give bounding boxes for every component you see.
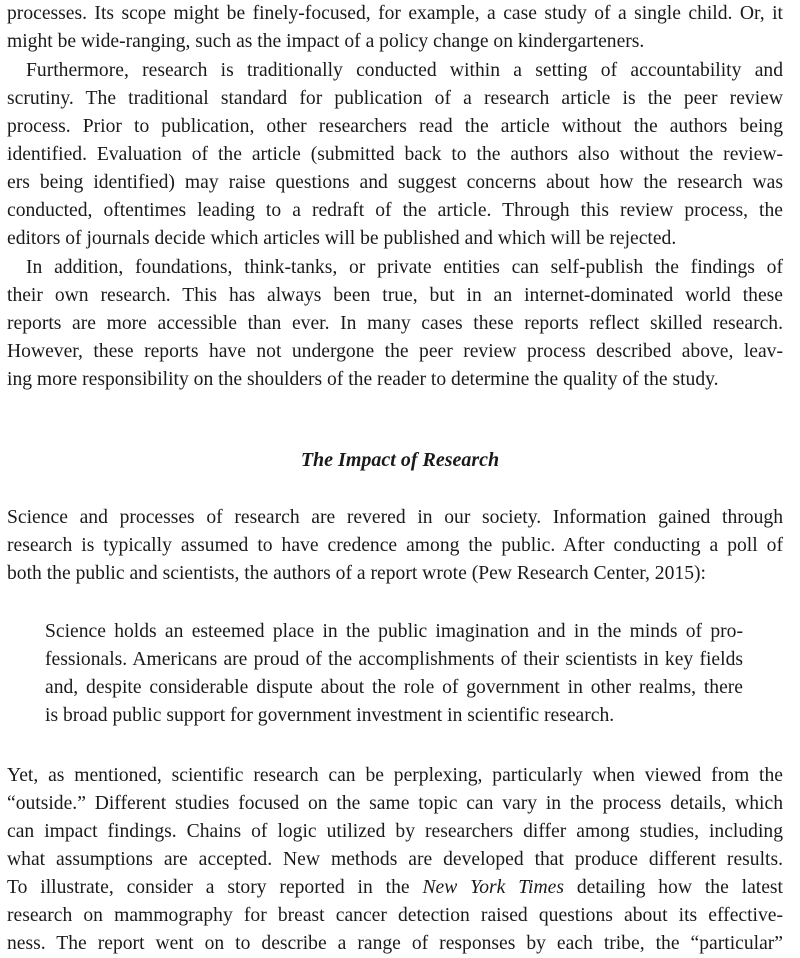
paragraph-line: research on mammography for breast cancer detection raised questions about its effective- <box>7 905 783 926</box>
paragraph-line: both the public and scientists, the authors of a report wrote (Pew Research Center, 2015): <box>7 563 706 584</box>
paragraph-line: what assumptions are accepted. New methods are developed that produce different results. <box>7 849 783 870</box>
paragraph-line: reports are more accessible than ever. In many cases these reports reflect skilled research. <box>7 313 783 334</box>
blockquote-line: Science holds an esteemed place in the public imagination and in the minds of pro- <box>45 621 743 642</box>
publication-title: New York Times <box>422 877 564 898</box>
paragraph-line: However, these reports have not undergone the peer review process described above, leav- <box>7 341 783 362</box>
paragraph-line: process. Prior to publication, other researchers read the article without the authors being <box>7 116 783 137</box>
paragraph-line: ers being identified) may raise questions and suggest concerns about how the research was <box>7 172 783 193</box>
paragraph-line: their own research. This has always been true, but in an internet-dominated world these <box>7 285 783 306</box>
section-heading: The Impact of Research <box>300 449 500 471</box>
line-text: To illustrate, consider a story reported in the <box>7 877 423 898</box>
paragraph-line: “outside.” Different studies focused on the same topic can vary in the process details, which <box>7 793 783 814</box>
paragraph-line: Furthermore, research is traditionally conducted within a setting of accountability and <box>26 60 783 81</box>
paragraph-line <box>7 874 783 902</box>
paragraph-line: Science and processes of research are revered in our society. Information gained through <box>7 507 783 528</box>
paragraph-line: ing more responsibility on the shoulders of the reader to determine the quality of the study. <box>7 369 719 390</box>
paragraph-line: conducted, oftentimes leading to a redraft of the article. Through this review process, the <box>7 200 783 221</box>
paragraph-line: might be wide-ranging, such as the impact of a policy change on kindergarteners. <box>7 31 645 52</box>
blockquote-line: is broad public support for government investment in scientific research. <box>45 705 615 726</box>
paragraph-line: processes. Its scope might be finely-focused, for example, a case study of a single child. Or, it <box>7 3 783 24</box>
blockquote-line: fessionals. Americans are proud of the accomplishments of their scientists in key fields <box>45 649 743 670</box>
blockquote-line: and, despite considerable dispute about the role of government in other realms, there <box>45 677 743 698</box>
paragraph-line: can impact findings. Chains of logic utilized by researchers differ among studies, including <box>7 821 783 842</box>
paragraph-line: ness. The report went on to describe a range of responses by each tribe, the “particular” <box>7 933 783 954</box>
paragraph-line: Yet, as mentioned, scientific research can be perplexing, particularly when viewed from the <box>7 765 783 786</box>
paragraph-line: editors of journals decide which articles will be published and which will be rejected. <box>7 228 677 249</box>
paragraph-line: In addition, foundations, think-tanks, or private entities can self-publish the findings of <box>26 257 783 278</box>
line-text: detailing how the latest <box>563 877 783 898</box>
paragraph-line: identified. Evaluation of the article (submitted back to the authors also without the review- <box>7 144 783 165</box>
paragraph-line: scrutiny. The traditional standard for publication of a research article is the peer review <box>7 88 783 109</box>
paragraph-line: research is typically assumed to have credence among the public. After conducting a poll of <box>7 535 783 556</box>
